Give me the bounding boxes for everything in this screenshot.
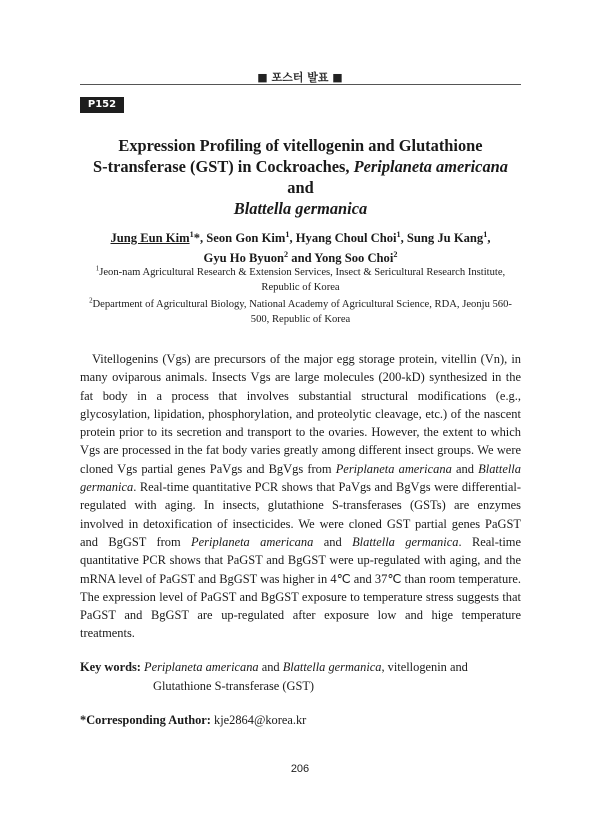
abstract-body (80, 350, 521, 643)
title-species-2: Blattella germanica (233, 199, 368, 218)
author-affil-mark: 1 (285, 229, 290, 239)
affiliation-1 (80, 265, 521, 295)
abstract-text: . Real-time quantitative PCR shows that PaVgs and BgVgs were differential-regulated with aging. In insects, glutathione S-transferases (GSTs) are enzymes involved in detoxification of insecticides. We were cloned GST partial genes PaGST and BgGST from (80, 480, 521, 549)
paper-title (80, 135, 521, 219)
author-line-1 (80, 228, 521, 248)
author-affil-mark: 1 (396, 229, 401, 239)
keyword-text: and (258, 660, 283, 674)
keywords-label: Key words: (80, 660, 145, 674)
author-separator: , (199, 231, 207, 245)
affiliation-text: Jeon-nam Agricultural Research & Extension Services, Insect & Sericultural Research Institute, Republic of Korea (99, 267, 506, 293)
keyword-species: Blattella germanica (282, 660, 382, 674)
author-affil-mark: 1 (189, 229, 194, 239)
poster-code-badge: P152 (80, 97, 124, 113)
title-line-1: Expression Profiling of vitellogenin and Glutathione (118, 136, 483, 155)
author-name-presenter: Jung Eun Kim (110, 231, 190, 245)
affiliation-number: 2 (89, 297, 93, 305)
author-name: Seon Gon Kim (206, 231, 286, 245)
title-text: S-transferase (GST) in Cockroaches, (93, 157, 354, 176)
keywords-line-2: Glutathione S-transferase (GST) (153, 679, 315, 693)
author-separator: , (289, 231, 296, 245)
author-name: Gyu Ho Byuon (203, 251, 285, 265)
corresponding-label: *Corresponding Author: (80, 713, 215, 727)
author-affil-mark: 1 (483, 229, 488, 239)
corresponding-mark: * (193, 231, 200, 245)
keyword-species: Periplaneta americana (144, 660, 259, 674)
affiliation-2 (80, 297, 521, 327)
corresponding-email: kje2864@korea.kr (214, 713, 307, 727)
affiliation-list (80, 265, 521, 329)
keyword-text: , vitellogenin and (381, 660, 468, 674)
species-name: Periplaneta americana (335, 461, 452, 476)
species-name: Blattella germanica (352, 534, 459, 549)
author-affil-mark: 2 (284, 249, 289, 259)
header-divider (80, 84, 521, 85)
page-number: 206 (290, 763, 310, 775)
author-list (80, 228, 521, 268)
corresponding-author (80, 711, 521, 729)
title-text: and (287, 178, 314, 197)
keywords-line-1 (80, 658, 521, 677)
abstract-text: . Real-time quantitative PCR shows that PaGST and BgGST were up-regulated with aging, and the mRNA level of PaGST and BgGST was higher in 4℃ and 37℃ than room temperature. The expression level of PaGST and BgGST exposure to temperature stress suggests that PaGST and BgGST are up-regulated after exposure low and hige temperature treatments. (80, 534, 521, 641)
author-name: Hyang Choul Choi (295, 231, 397, 245)
species-name: Periplaneta americana (191, 534, 314, 549)
author-separator: and (288, 251, 315, 265)
author-name: Sung Ju Kang (406, 231, 484, 245)
section-header: ■ 포스터 발표 ■ (257, 71, 343, 84)
author-separator: , (400, 231, 407, 245)
abstract-text: Vitellogenins (Vgs) are precursors of the major egg storage protein, vitellin (Vn), in many oviparous animals. Insects Vgs are large molecules (200-kD) synthesized in the fat body in a process that involves substantial structural modifications (e.g., glycosylation, lipidation, phosphorylation, and proteolytic cleavage, etc.) of the nascent protein prior to its secretion and transport to the ovaries. However, the extent to which Vgs are processed in the fat body varies greatly among different insect groups. We were cloned Vgs partial genes PaVgs and BgVgs from (80, 352, 521, 476)
title-species-1: Periplaneta americana (353, 157, 508, 176)
author-separator: , (487, 231, 491, 245)
species-name: Blattella germanica (80, 461, 521, 495)
author-name: Yong Soo Choi (314, 251, 394, 265)
affiliation-text: Department of Agricultural Biology, National Academy of Agricultural Science, RDA, Jeonju 560-500, Republic of Korea (92, 299, 512, 325)
affiliation-number: 1 (95, 265, 100, 273)
abstract-text: and (313, 534, 353, 549)
abstract-text: and (451, 461, 479, 476)
title-line-2 (80, 156, 521, 198)
author-affil-mark: 2 (393, 249, 398, 259)
keywords-section (80, 658, 521, 696)
